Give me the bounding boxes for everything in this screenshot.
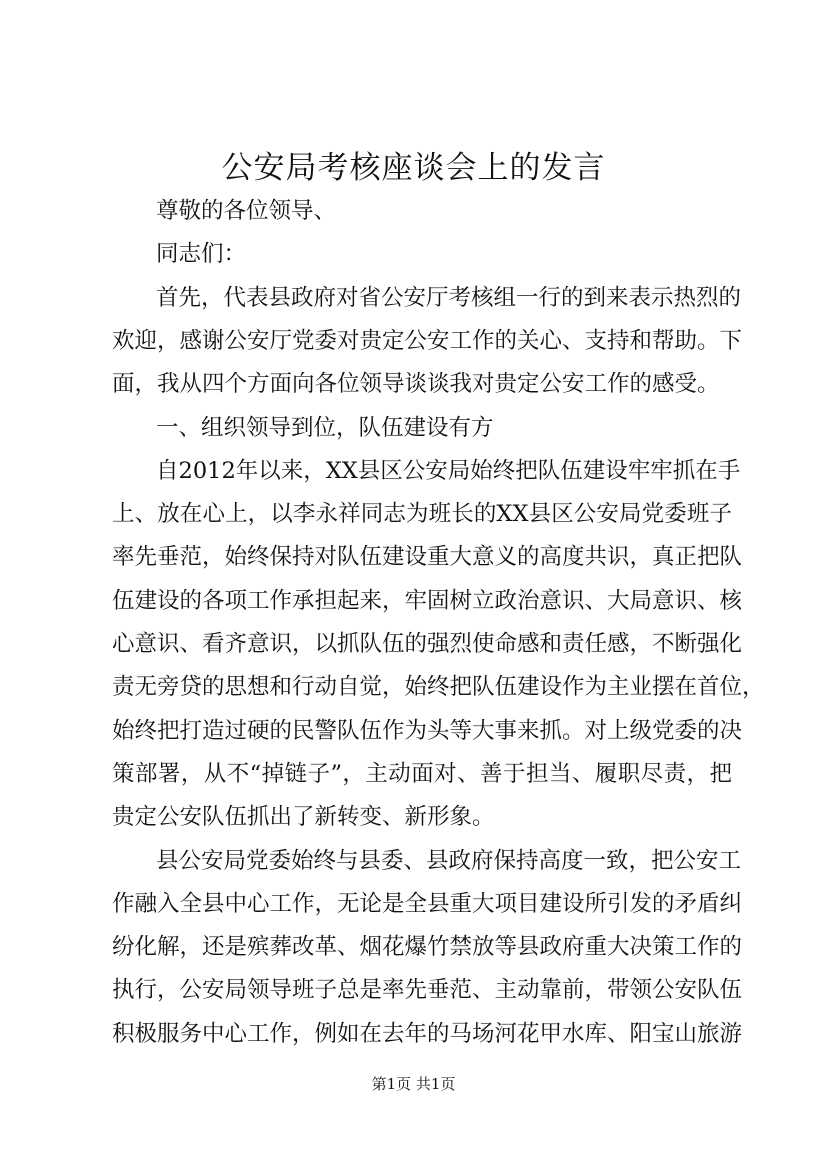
paragraph-line: 县公安局党委始终与县委、县政府保持高度一致，把公安工 [156, 848, 742, 874]
salutation-line-1: 尊敬的各位领导、 [156, 198, 337, 224]
paragraph-line: 始终把打造过硬的民警队伍作为头等大事来抓。对上级党委的决 [112, 718, 743, 744]
paragraph-line: 面，我从四个方面向各位领导谈谈我对贵定公安工作的感受。 [112, 371, 720, 397]
paragraph-line: 积极服务中心工作，例如在去年的马场河花甲水库、阳宝山旅游 [112, 1021, 743, 1047]
salutation-line-2: 同志们： [156, 241, 247, 267]
paragraph-line: 策部署，从不“掉链子”，主动面对、善于担当、履职尽责，把 [112, 761, 732, 787]
paragraph-line: 责无旁贷的思想和行动自觉，始终把队伍建设作为主业摆在首位， [112, 674, 765, 700]
paragraph-line: 伍建设的各项工作承担起来，牢固树立政治意识、大局意识、核 [112, 588, 743, 614]
paragraph-line: 上、放在心上，以李永祥同志为班长的XX县区公安局党委班子 [112, 501, 732, 527]
paragraph-line: 心意识、看齐意识，以抓队伍的强烈使命感和责任感，不断强化 [112, 631, 743, 657]
paragraph-line: 欢迎，感谢公安厅党委对贵定公安工作的关心、支持和帮助。下 [112, 328, 743, 354]
document-title: 公安局考核座谈会上的发言 [221, 150, 606, 186]
page-number-footer: 第1页 共1页 [371, 1075, 456, 1093]
paragraph-line: 作融入全县中心工作，无论是全县重大项目建设所引发的矛盾纠 [112, 891, 743, 917]
section-heading: 一、组织领导到位，队伍建设有方 [156, 415, 494, 441]
paragraph-line: 自2012年以来，XX县区公安局始终把队伍建设牢牢抓在手 [156, 458, 741, 484]
paragraph-line: 执行，公安局领导班子总是率先垂范、主动靠前，带领公安队伍 [112, 977, 743, 1003]
paragraph-line: 贵定公安队伍抓出了新转变、新形象。 [112, 804, 495, 830]
paragraph-line: 纷化解，还是殡葬改革、烟花爆竹禁放等县政府重大决策工作的 [112, 934, 743, 960]
paragraph-line: 首先，代表县政府对省公安厅考核组一行的到来表示热烈的 [156, 285, 742, 311]
paragraph-line: 率先垂范，始终保持对队伍建设重大意义的高度共识，真正把队 [112, 544, 743, 570]
